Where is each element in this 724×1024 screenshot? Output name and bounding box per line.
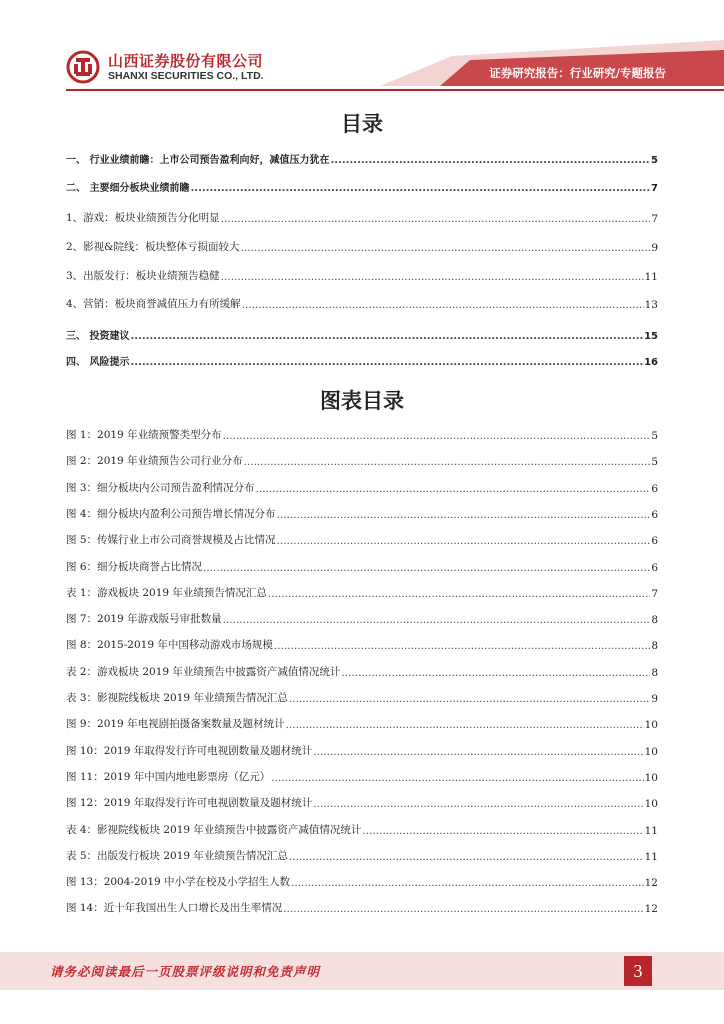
figure-entry-page: 6	[651, 482, 658, 495]
leader-dots	[241, 242, 651, 254]
company-logo-icon	[66, 50, 100, 84]
leader-dots	[130, 331, 643, 342]
figure-entry[interactable]	[66, 661, 658, 679]
toc-entry-page: 15	[644, 331, 658, 342]
figure-entry-label: 表 5：出版发行板块 2019 年业绩预告情况汇总	[66, 849, 288, 862]
leader-dots	[203, 562, 650, 574]
figure-entry[interactable]	[66, 582, 658, 600]
report-type: 证券研究报告：行业研究/专题报告	[489, 66, 666, 80]
leader-dots	[221, 213, 651, 225]
figure-entry-page: 8	[651, 614, 658, 627]
leader-dots	[291, 877, 644, 889]
leader-dots	[286, 719, 644, 731]
toc-entry-label: 三、 投资建议	[66, 331, 130, 342]
figure-entry-page: 5	[651, 456, 658, 469]
figure-entry-label: 图 13：2004-2019 中小学在校及小学招生人数	[66, 876, 291, 889]
figure-entry[interactable]	[66, 503, 658, 521]
figure-entry-label: 图 4：细分板块内盈利公司预告增长情况分布	[66, 507, 276, 520]
leader-dots	[362, 825, 643, 837]
leader-dots	[283, 903, 643, 915]
figure-entry-page: 11	[644, 824, 658, 837]
toc-entry-label: 4、营销：板块商誉减值压力有所缓解	[66, 298, 241, 310]
toc-entry-label: 3、出版发行：板块业绩预告稳健	[66, 270, 220, 282]
figure-entry-label: 图 8：2015-2019 年中国移动游戏市场规模	[66, 639, 273, 652]
page-header	[0, 0, 724, 100]
figure-entry-label: 图 11：2019 年中国内地电影票房（亿元）	[66, 770, 271, 783]
figure-entry-page: 10	[644, 745, 658, 758]
toc-entry[interactable]	[66, 324, 658, 342]
figure-entry[interactable]	[66, 634, 658, 652]
figure-entry-label: 图 12：2019 年取得发行许可电视剧数量及题材统计	[66, 797, 313, 810]
figure-entry-label: 图 10：2019 年取得发行许可电视剧数量及题材统计	[66, 744, 313, 757]
figure-entry-page: 6	[651, 561, 658, 574]
leader-dots	[223, 430, 651, 442]
leader-dots	[221, 271, 644, 283]
leader-dots	[341, 667, 650, 679]
figure-entry[interactable]	[66, 766, 658, 784]
toc-entry-page: 9	[651, 242, 658, 254]
leader-dots	[277, 509, 651, 521]
figure-entry[interactable]	[66, 713, 658, 731]
toc-entry-page: 5	[651, 155, 658, 166]
figure-entry[interactable]	[66, 845, 658, 863]
leader-dots	[223, 614, 651, 626]
figure-entry-page: 10	[644, 719, 658, 732]
figure-entry-page: 10	[644, 798, 658, 811]
toc-entry[interactable]	[66, 265, 658, 283]
figure-entry-label: 表 4：影视院线板块 2019 年业绩预告中披露资产减值情况统计	[66, 823, 362, 836]
figures-toc-title: 图表目录	[320, 389, 404, 413]
figure-entry-page: 6	[651, 535, 658, 548]
figure-entry-page: 6	[651, 508, 658, 521]
leader-dots	[313, 798, 643, 810]
toc-entry-label: 2、影视&院线：板块整体亏损面较大	[66, 241, 240, 253]
leader-dots	[289, 693, 650, 705]
figure-entry-label: 图 9：2019 年电视剧拍摄备案数量及题材统计	[66, 718, 285, 731]
leader-dots	[268, 588, 650, 600]
toc-entry[interactable]	[66, 293, 658, 311]
leader-dots	[190, 183, 650, 194]
figure-entry-label: 图 7：2019 年游戏版号审批数量	[66, 613, 222, 626]
toc-entry-page: 7	[651, 213, 658, 225]
figure-entry[interactable]	[66, 477, 658, 495]
figure-entry-page: 9	[651, 693, 658, 705]
figure-entry-page: 8	[651, 640, 658, 653]
leader-dots	[271, 772, 643, 784]
figure-entry[interactable]	[66, 819, 658, 837]
toc-entry-label: 一、 行业业绩前瞻：上市公司预告盈利向好，减值压力犹在	[66, 155, 330, 166]
toc-entry-page: 13	[644, 299, 658, 311]
figure-entry[interactable]	[66, 792, 658, 810]
toc-entry-page: 11	[644, 271, 658, 283]
figure-entry-page: 7	[651, 587, 658, 600]
toc-entry[interactable]	[66, 207, 658, 225]
company-name-en: SHANXI SECURITIES CO., LTD.	[108, 70, 264, 82]
figure-entry-page: 5	[651, 430, 658, 442]
figure-entry[interactable]	[66, 450, 658, 468]
toc-entry[interactable]	[66, 350, 658, 368]
toc-title: 目录	[341, 112, 383, 136]
leader-dots	[242, 299, 644, 311]
figure-entry-label: 图 2：2019 年业绩预告公司行业分布	[66, 455, 243, 468]
figure-entry[interactable]	[66, 608, 658, 626]
figure-entry-page: 12	[644, 877, 658, 890]
figure-entry-label: 表 1：游戏板块 2019 年业绩预告情况汇总	[66, 586, 267, 599]
leader-dots	[330, 155, 650, 166]
company-name-cn: 山西证券股份有限公司	[108, 52, 264, 70]
toc-entry-label: 1、游戏：板块业绩预告分化明显	[66, 212, 220, 224]
leader-dots	[256, 483, 651, 495]
figure-entry-label: 表 2：游戏板块 2019 年业绩预告中披露资产减值情况统计	[66, 665, 341, 678]
leader-dots	[277, 535, 651, 547]
leader-dots	[244, 456, 651, 468]
figure-entry-page: 12	[644, 903, 658, 916]
toc-entry-label: 四、 风险提示	[66, 357, 130, 368]
figure-entry[interactable]	[66, 556, 658, 574]
figure-entry[interactable]	[66, 529, 658, 547]
figure-entry-page: 11	[644, 850, 658, 863]
figure-entry-label: 图 1：2019 年业绩预警类型分布	[66, 429, 222, 441]
figure-entry-page: 10	[644, 771, 658, 784]
figure-entry[interactable]	[66, 687, 658, 705]
leader-dots	[289, 851, 644, 863]
figure-entry-label: 图 14：近十年我国出生人口增长及出生率情况	[66, 902, 283, 915]
figure-entry-label: 图 6：细分板块商誉占比情况	[66, 560, 203, 573]
figure-entry-label: 图 5：传媒行业上市公司商誉规模及占比情况	[66, 534, 276, 547]
toc-entry[interactable]	[66, 236, 658, 254]
figure-entry[interactable]	[66, 897, 658, 915]
leader-dots	[313, 746, 643, 758]
figure-entry-label: 表 3：影视院线板块 2019 年业绩预告情况汇总	[66, 692, 288, 704]
leader-dots	[274, 640, 650, 652]
toc-entry[interactable]	[66, 176, 658, 194]
footer-disclaimer: 请务必阅读最后一页股票评级说明和免责声明	[50, 964, 321, 979]
toc-entry-label: 二、 主要细分板块业绩前瞻	[66, 183, 190, 194]
toc-entry-page: 7	[651, 183, 658, 194]
figure-entry[interactable]	[66, 424, 658, 442]
figure-entry[interactable]	[66, 871, 658, 889]
leader-dots	[130, 357, 643, 368]
figure-entry-label: 图 3：细分板块内公司预告盈利情况分布	[66, 481, 255, 494]
toc-entry-page: 16	[644, 357, 658, 368]
page-number: 3	[624, 956, 652, 986]
figure-entry[interactable]	[66, 740, 658, 758]
toc-entry[interactable]	[66, 148, 658, 166]
figure-entry-page: 8	[651, 666, 658, 679]
